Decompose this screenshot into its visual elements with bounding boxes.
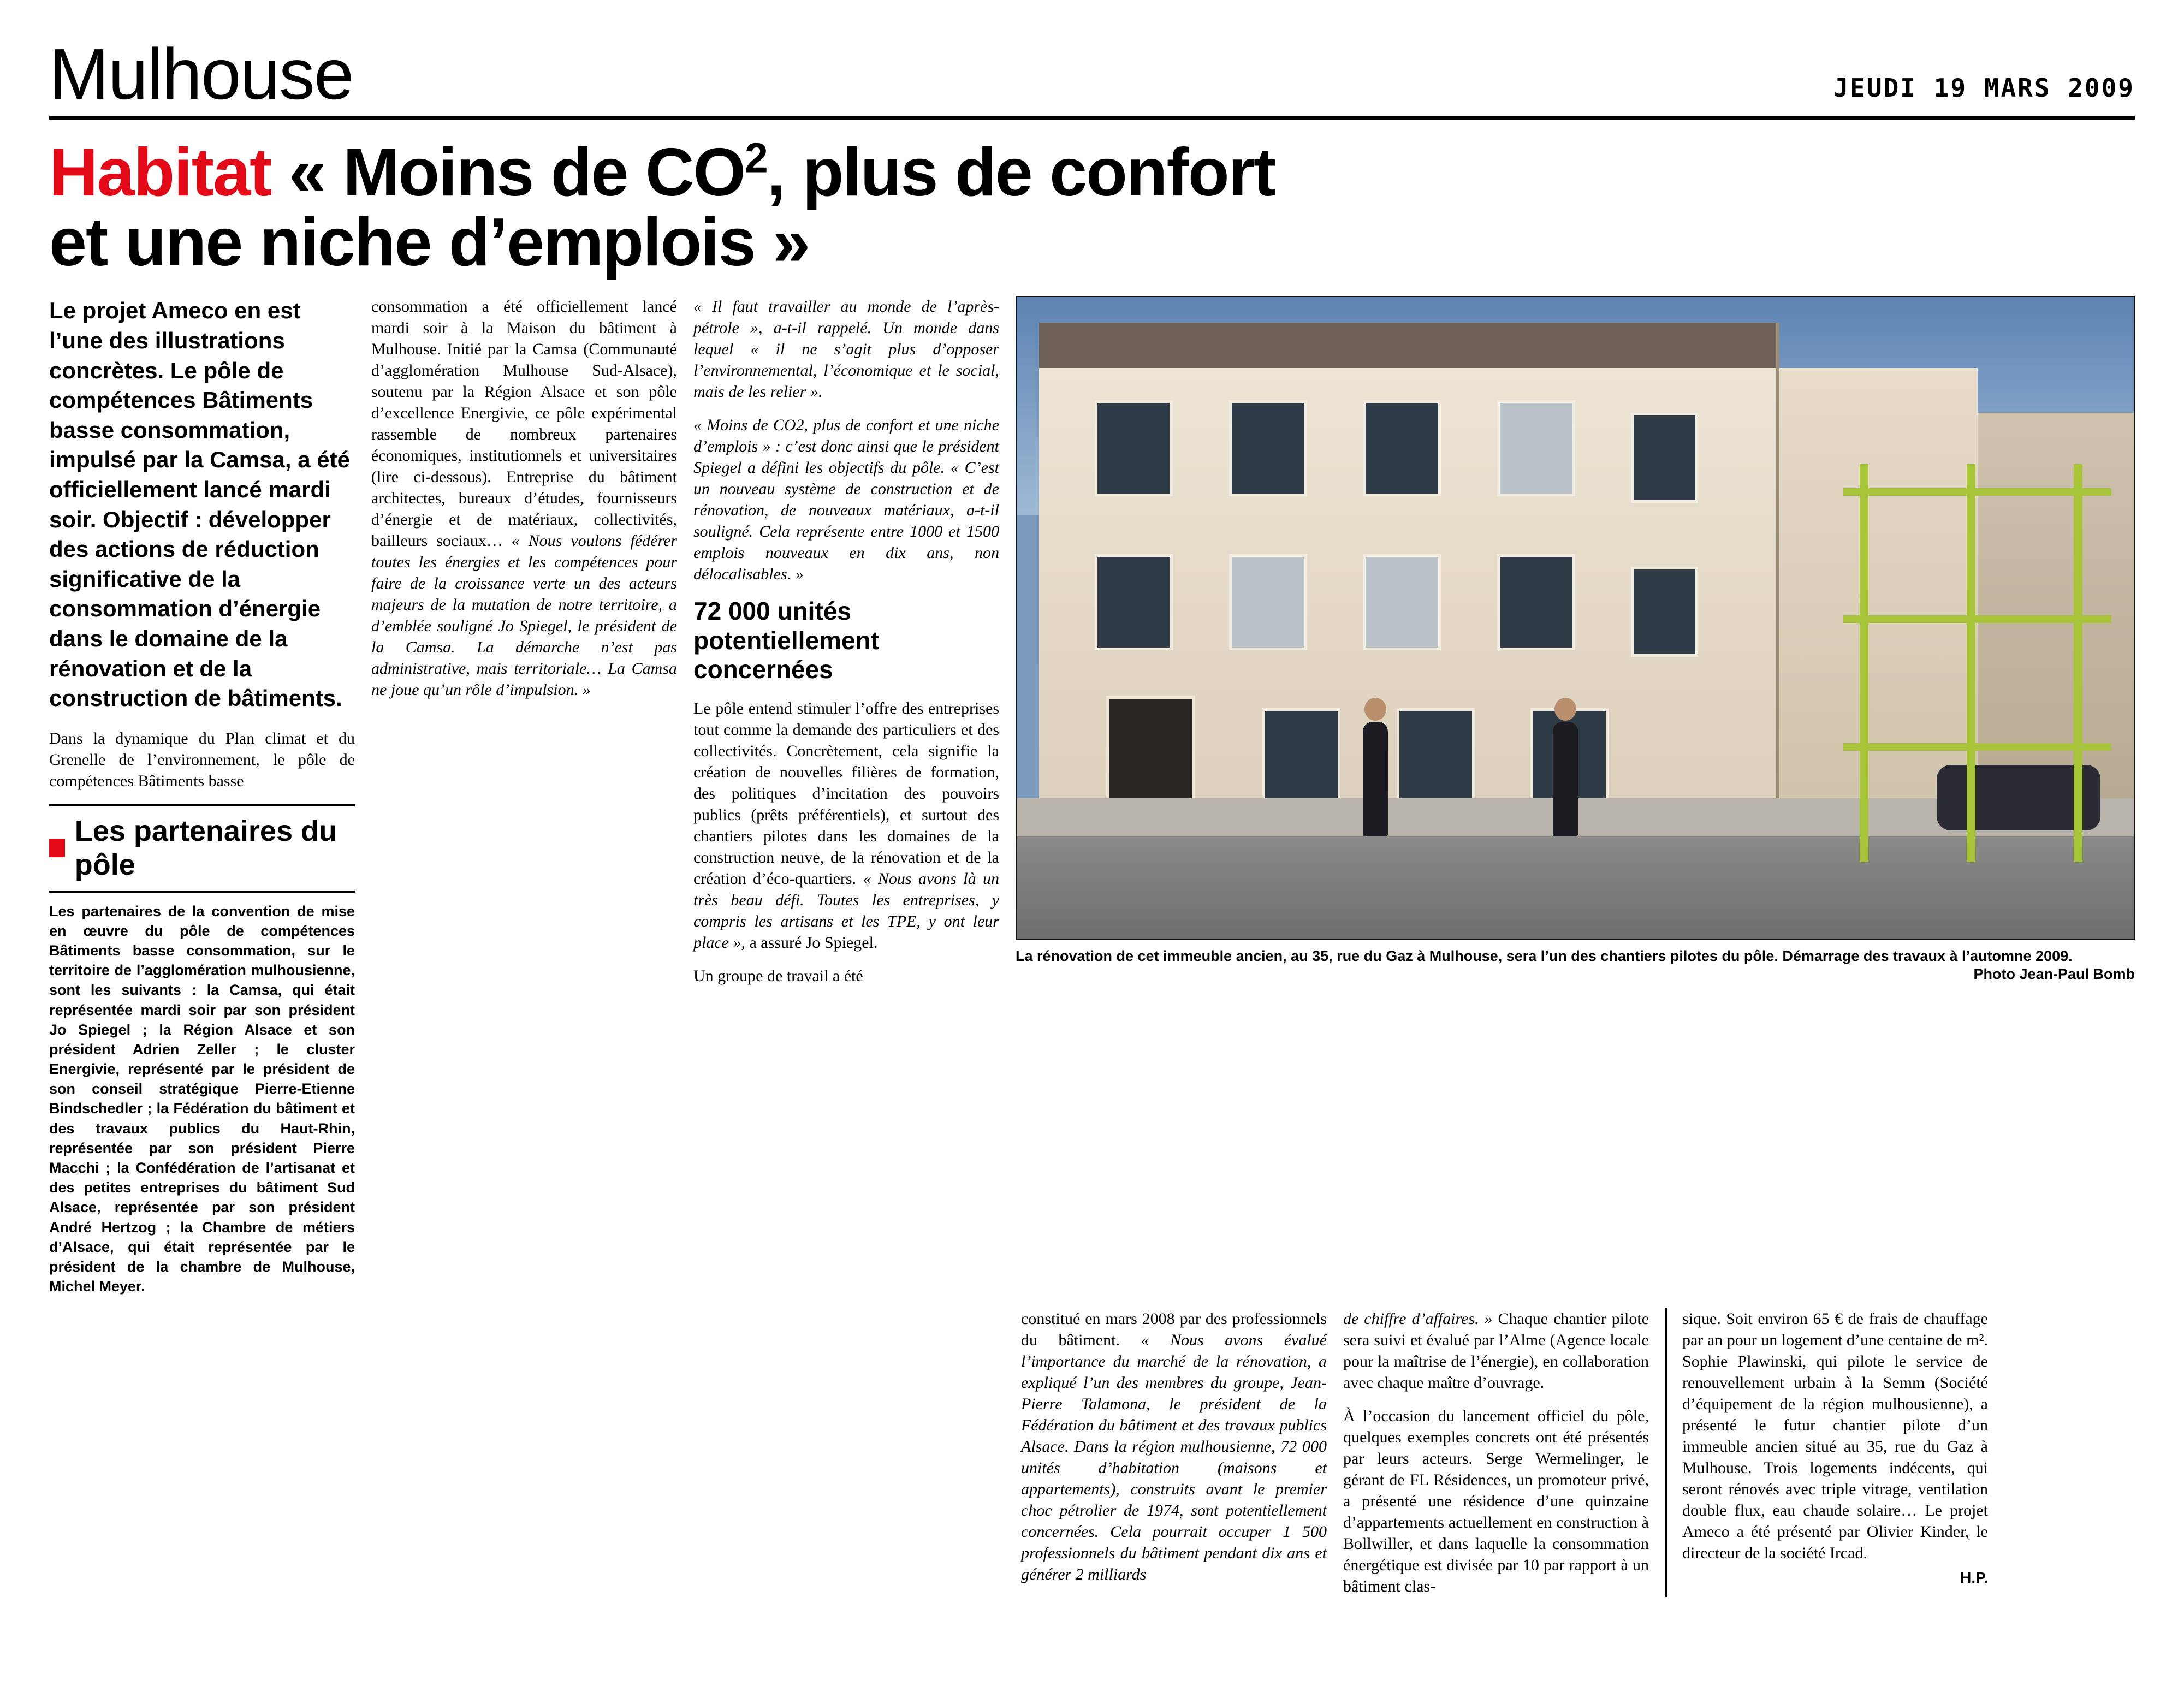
col1-paragraph-1: Dans la dynamique du Plan climat et du Grenelle de l’environnement, le pôle de compétences Bâtiments basse [49, 729, 355, 790]
column-1 [49, 296, 355, 1296]
photo-window [1095, 554, 1173, 650]
headline-line1: « Moins de CO [288, 135, 745, 210]
article-body [49, 296, 2135, 1296]
column-2 [371, 296, 677, 1296]
scaffold-post [1967, 464, 1975, 862]
headline-superscript: 2 [744, 134, 767, 182]
page-title: Mulhouse [49, 34, 353, 114]
lower-column-2 [1343, 1308, 1649, 1597]
scaffold-rail [1843, 488, 2111, 496]
lower-col2-text: Chaque chantier pilote sera suivi et évalué par l’Alme (Agence locale pour la maîtrise de l’énergie), en collaboration avec chaque maître d’ouvrage. [1343, 1310, 1649, 1392]
photo-window [1363, 400, 1441, 496]
section-subhead: 72 000 unités potentiellement concernées [693, 597, 879, 684]
lower-col1-text: constitué en mars 2008 par des professionnels du bâtiment. [1021, 1310, 1327, 1350]
photo-window-shuttered [1229, 554, 1307, 650]
partners-heading [49, 814, 355, 882]
headline [49, 134, 2135, 280]
photo-roof [1039, 323, 1776, 367]
partners-divider [49, 891, 355, 893]
scaffold-rail [1843, 615, 2111, 623]
photo-window [1631, 413, 1698, 503]
headline-kicker: Habitat [49, 135, 271, 210]
photo-person [1363, 722, 1388, 836]
photo-person [1553, 722, 1578, 836]
red-square-icon [49, 839, 65, 857]
photo-caption: La rénovation de cet immeuble ancien, au 35, rue du Gaz à Mulhouse, sera l’un des chantiers pilotes du pôle. Démarrage des travaux à l’automne 2009. [1016, 948, 2073, 965]
lower-column-3 [1665, 1308, 1988, 1597]
photo-window-shuttered [1497, 400, 1575, 496]
photo-person-head [1364, 698, 1386, 721]
col2-p1-text: consommation a été officiellement lancé mardi soir à la Maison du bâtiment à Mulhouse. Initié par la Camsa (Communauté d’agglomération Mulhouse Sud-Alsace), soutenu par la Région Alsace et son pôle d’excellence Energivie, ce pôle expérimental rassemble de nombreux partenaires économiques, institutionnels et universitaires (lire ci-dessous). Entreprise du bâtiment architectes, bureaux d’études, fournisseurs d’énergie et de matériaux, collectivités, bailleurs sociaux… [371, 298, 677, 550]
col3-paragraph-1: « Il faut travailler au monde de l’après-pétrole », a-t-il rappelé. Un monde dans lequel « il ne s’agit plus d’opposer l’environnemental, l’économique et le social, mais de les relier ». [693, 298, 999, 401]
article-photo [1016, 296, 2135, 940]
photo-column [1016, 296, 2135, 1296]
col3-paragraph-4: Un groupe de travail a été [693, 966, 863, 985]
scaffold-post [2074, 464, 2082, 862]
photo-window [1229, 400, 1307, 496]
col3-paragraph-2: « Moins de CO2, plus de confort et une niche d’emplois » : c’est donc ainsi que le président Spiegel a défini les objectifs du pôle. « C’est un nouveau système de construction et de rénovation, de nouveaux matériaux, a-t-il souligné. Cela représente entre 1000 et 1500 emplois nouveaux en dix ans, non délocalisables. » [693, 416, 999, 584]
photo-window [1631, 567, 1698, 657]
scaffold-rail [1843, 743, 2111, 751]
partners-text: Les partenaires de la convention de mise en œuvre du pôle de compétences Bâtiments basse consommation, sur le territoire de l’agglomération mulhousienne, sont les suivants : la Camsa, qui était représentée mardi soir par son président Jo Spiegel ; la Région Alsace et son président Adrien Zeller ; le cluster Energivie, représenté par le président de son conseil stratégique Pierre-Etienne Bindschedler ; la Fédération du bâtiment et des travaux publics du Haut-Rhin, représentée par son président Pierre Macchi ; la Confédération de l’artisanat et des petites entreprises du bâtiment Sud Alsace, représentée par son président André Hertzog ; la Chambre de métiers d’Alsace, qui était représentée par le président de la chambre de Mulhouse, Michel Meyer. [49, 903, 355, 1295]
scaffold-post [1860, 464, 1868, 862]
photo-scaffolding [1843, 464, 2111, 862]
headline-line1-tail: , plus de confort [767, 135, 1275, 210]
issue-date: JEUDI 19 MARS 2009 [1833, 73, 2135, 103]
author-signoff: H.P. [1960, 1569, 1988, 1587]
photo-window-shuttered [1363, 554, 1441, 650]
lower-column-1 [1021, 1308, 1327, 1597]
col3-p3-end: a assuré Jo Spiegel. [749, 933, 878, 952]
col3-paragraph-3 [693, 698, 999, 953]
partners-title: Les partenaires du pôle [74, 814, 337, 881]
headline-line2: et une niche d’emplois » [49, 204, 810, 280]
lower-col3-paragraph: sique. Soit environ 65 € de frais de chauffage par an pour un logement d’une centaine de m². Sophie Plawinski, qui pilote le service de renouvellement urbain à la Semm (Société d’équipement de la région mulhousienne), a présenté le futur chantier pilote d’un immeuble ancien situé au 35, rue du Gaz à Mulhouse. Trois logements indécents, qui seront rénovés avec triple vitrage, ventilation double flux, eau chaude solaire… Le projet Ameco a été présenté par Olivier Kinder, le directeur de la société Ircad. [1682, 1310, 1988, 1563]
lower-col1-paragraph [1021, 1308, 1327, 1585]
masthead [49, 34, 2135, 120]
lower-col1-quote: « Nous avons évalué l’importance du marché de la rénovation, a expliqué l’un des membres du groupe, Jean-Pierre Talamona, le président de la Fédération du bâtiment et des travaux publics Alsace. Dans la région mulhousienne, 72 000 unités d’habitation (maisons et appartements), construits avant le premier choc pétrolier de 1974, sont potentiellement concernées. Cela pourrait occuper 1 500 professionnels du bâtiment pendant dix ans et générer 2 milliards [1021, 1331, 1327, 1584]
partners-box [49, 804, 355, 1296]
photo-window [1497, 554, 1575, 650]
col3-p3-quote: « Nous avons là un très beau défi. Toutes les entreprises, y compris les artisans et les TPE, y ont leur place », [693, 869, 999, 952]
photo-credit: Photo Jean-Paul Bomb [1973, 965, 2135, 982]
lower-col2-quote: de chiffre d’affaires. » [1343, 1310, 1493, 1328]
col3-p3-text: Le pôle entend stimuler l’offre des entreprises tout comme la demande des particuliers et des collectivités. Concrètement, cela signifie la création de nouvelles filières de formation, des politiques d’incitation des pouvoirs publics (prêts préférentiels), et surtout des chantiers pilotes dans les domaines de la construction neuve, de la rénovation et de la création d’éco-quartiers. [693, 699, 999, 888]
article-continuation [49, 1308, 2135, 1597]
col2-p1-quote: « Nous voulons fédérer toutes les énergies et les compétences pour faire de la croissance verte un des acteurs majeurs de la mutation de notre territoire, a d’emblée souligné Jo Spiegel, le président de la Camsa. La démarche n’est pas administrative, mais territoriale… La Camsa ne joue qu’un rôle d’impulsion. » [371, 532, 678, 699]
lower-col2-paragraph-1 [1343, 1308, 1649, 1393]
photo-wrap [1016, 296, 2135, 983]
col2-paragraph-1 [371, 296, 677, 700]
photo-person-head [1554, 698, 1576, 721]
photo-window [1095, 400, 1173, 496]
lower-col2-paragraph-2: À l’occasion du lancement officiel du pôle, quelques exemples concrets ont été présentés par leurs acteurs. Serge Wermelinger, le gérant de FL Résidences, un promoteur privé, a présenté une résidence d’une quinzaine d’appartements actuellement en construction à Bollwiller, et dans laquelle la consommation énergétique est divisée par 10 par rapport à un bâtiment clas- [1343, 1407, 1649, 1596]
lead-paragraph: Le projet Ameco en est l’une des illustrations concrètes. Le pôle de compétences Bâtiments basse consommation, impulsé par la Camsa, a été officiellement lancé mardi soir. Objectif : développer des actions de réduction significative de la consommation d’énergie dans le domaine de la rénovation et de la construction de bâtiments. [49, 298, 350, 711]
column-3 [693, 296, 999, 1296]
